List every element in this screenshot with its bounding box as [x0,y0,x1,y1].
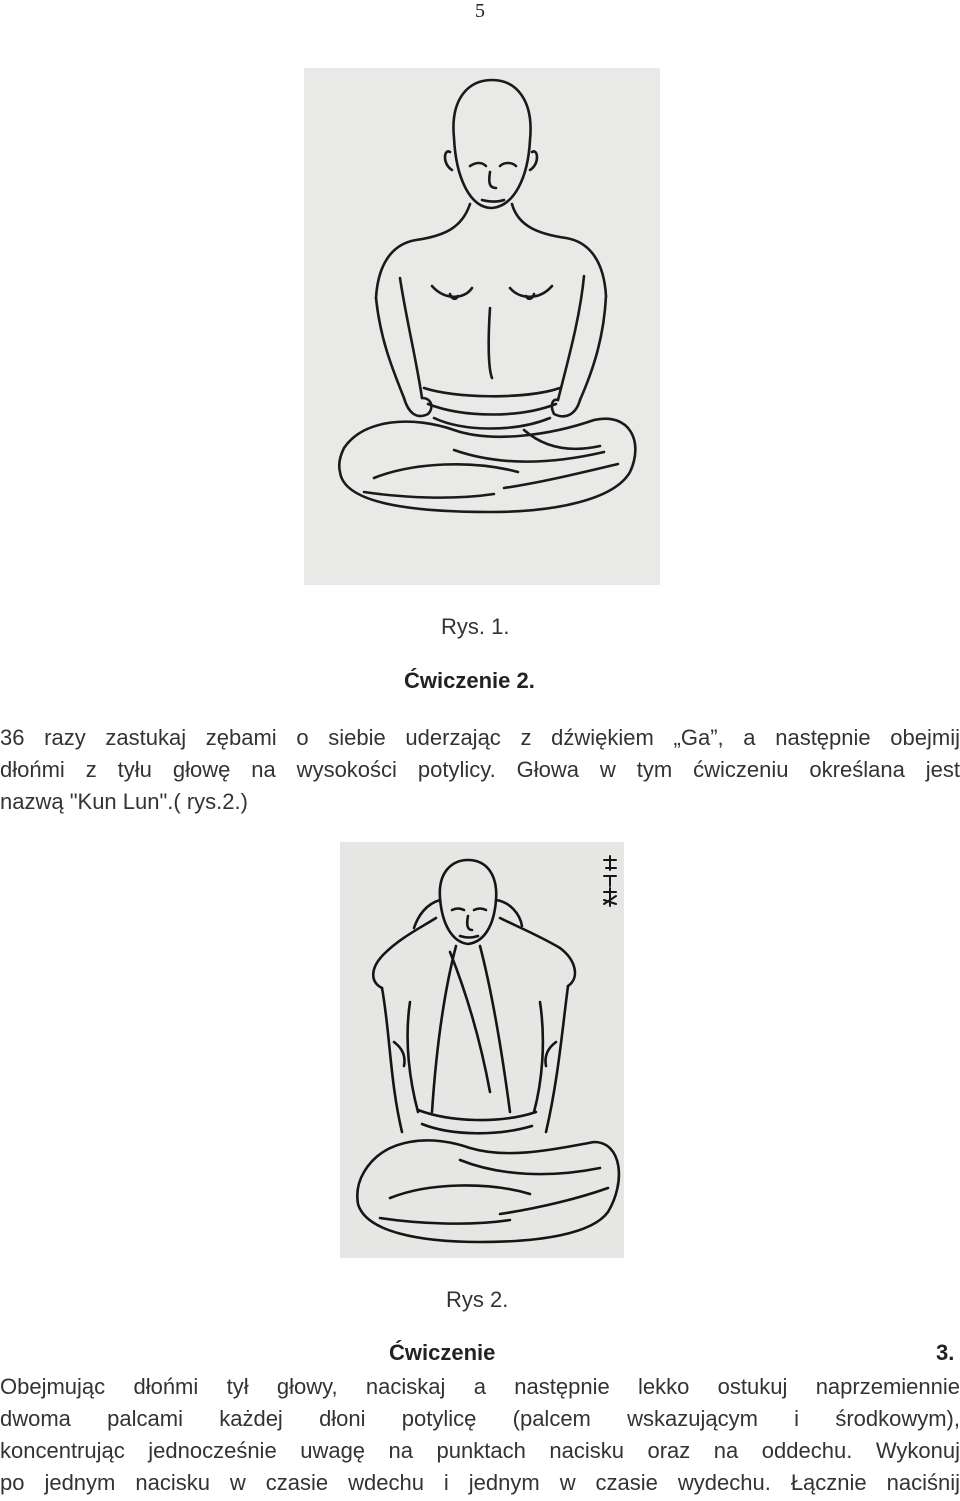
exercise-3-line: po jednym nacisku w czasie wdechu i jednym w czasie wydechu. Łącznie naciśnij [0,1470,960,1495]
figure-2-illustration [340,842,624,1258]
exercise-3-line: Obejmując dłońmi tył głowy, naciskaj a następnie lekko ostukuj naprzemiennie [0,1374,960,1399]
exercise-2-title: Ćwiczenie 2. [404,668,535,693]
exercise-2-paragraph [0,722,960,818]
exercise-2-line: dłońmi z tyłu głowę na wysokości potylicy. Głowa w tym ćwiczeniu określana jest [0,757,960,782]
page-number: 5 [475,0,485,22]
exercise-3-line: koncentrując jednocześnie uwagę na punktach nacisku oraz na oddechu. Wykonuj [0,1438,960,1463]
exercise-2-line: 36 razy zastukaj zębami o siebie uderzając z dźwiękiem „Ga”, a następnie obejmij [0,725,960,750]
exercise-3-paragraph [0,1371,960,1499]
exercise-3-title-number: 3. [936,1340,955,1365]
figure-1-caption: Rys. 1. [441,614,510,639]
figure-1-illustration [304,68,660,585]
figure-2-caption: Rys 2. [446,1287,509,1312]
exercise-3-line: dwoma palcami każdej dłoni potylicę (palcem wskazującym i środkowym), [0,1406,960,1431]
exercise-2-line: nazwą "Kun Lun".( rys.2.) [0,789,248,814]
exercise-3-title: Ćwiczenie [389,1340,496,1365]
